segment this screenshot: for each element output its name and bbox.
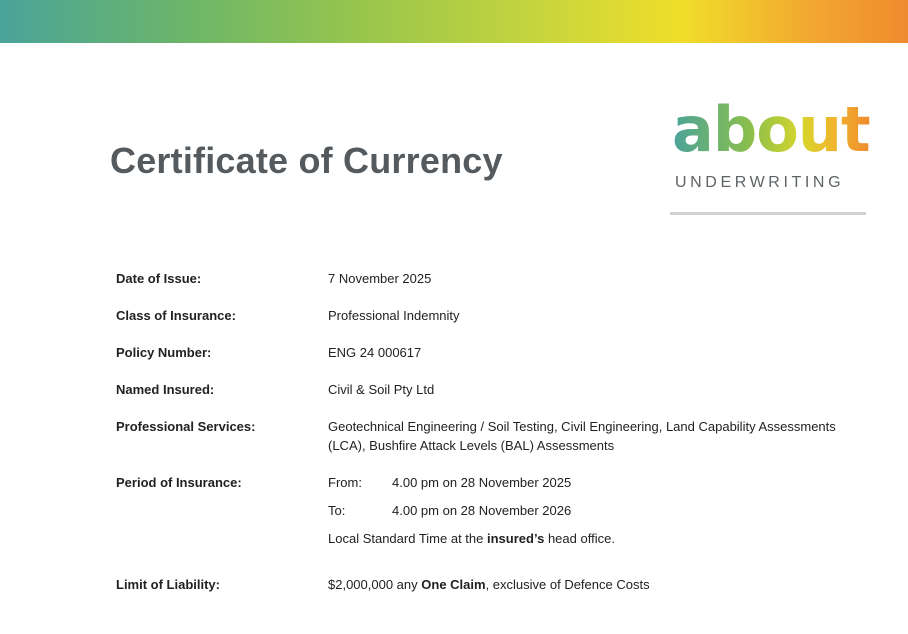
period-from-label: From:	[328, 475, 362, 490]
detail-value: 7 November 2025	[328, 271, 432, 286]
about-underwriting-logo	[670, 93, 870, 219]
period-to-label: To:	[328, 503, 346, 518]
detail-label: Policy Number:	[116, 345, 212, 360]
detail-label: Professional Services:	[116, 419, 256, 434]
logo-divider	[670, 212, 866, 215]
limit-bold: One Claim	[421, 577, 486, 592]
period-note-prefix: Local Standard Time at the	[328, 531, 484, 546]
logo-subtitle: UNDERWRITING	[675, 174, 845, 191]
detail-value: Professional Indemnity	[328, 308, 460, 323]
period-to-value: 4.00 pm on 28 November 2026	[392, 503, 572, 518]
period-from-value: 4.00 pm on 28 November 2025	[392, 475, 572, 490]
limit-prefix: $2,000,000 any	[328, 577, 418, 592]
period-time-note	[328, 529, 873, 548]
period-note-suffix: head office.	[547, 531, 615, 546]
detail-label: Class of Insurance:	[116, 308, 236, 323]
detail-value: Civil & Soil Pty Ltd	[328, 382, 435, 397]
detail-label: Date of Issue:	[116, 271, 202, 286]
detail-value: ENG 24 000617	[328, 345, 422, 360]
detail-value: Geotechnical Engineering / Soil Testing, Civil Engineering, Land Capability Assessments (LCA), Bushfire Attack Levels (BAL) Assessments	[328, 419, 836, 453]
detail-label: Period of Insurance:	[116, 475, 242, 490]
detail-label: Named Insured:	[116, 382, 215, 397]
limit-suffix: , exclusive of Defence Costs	[485, 577, 650, 592]
period-note-bold: insured’s	[487, 531, 545, 546]
logo-wordmark: about	[672, 93, 870, 166]
detail-value	[328, 575, 873, 594]
detail-label: Limit of Liability:	[116, 577, 220, 592]
page-title: Certificate of Currency	[110, 140, 503, 181]
header-color-band	[0, 0, 908, 43]
